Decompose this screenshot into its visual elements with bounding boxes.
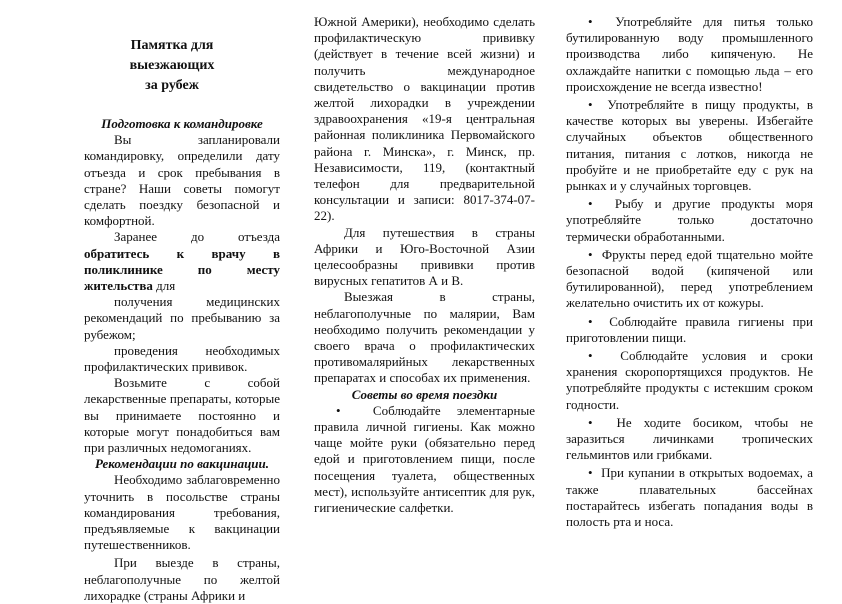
paragraph: Южной Америки), необходимо сделать профилактическую прививку (действует в течение всей жизни) и получить международное свидетельство о вакцинации против желтой лихорадки в учреждении здравоохранения «19-я центральная районная поликлиника Первомайского района г. Минска», г. Минск, пр. Независимости, 119, (контактный телефон для предварительной консультации и записи: 8017-374-07-22).	[314, 14, 535, 224]
bullet-item: • Рыбу и другие продукты моря употребляйте только достаточно термически обработанными.	[566, 196, 813, 245]
paragraph: получения медицинских рекомендаций по пребыванию за рубежом;	[84, 294, 280, 342]
paragraph: Вы запланировали командировку, определили дату отъезда и срок пребывания в стране? Наши советы помогут сделать поездку безопасной и комфортной.	[84, 132, 280, 229]
section-heading-vaccination: Рекомендации по вакцинации.	[94, 456, 270, 472]
bullet-item: • Соблюдайте условия и сроки хранения скоропортящихся продуктов. Не употребляйте продукты с истекшим сроком годности.	[566, 348, 813, 413]
bullet-item: • При купании в открытых водоемах, а также плавательных бассейнах постарайтесь избегать попадания воды в полость рта и носа.	[566, 465, 813, 530]
bullet-item: • Не ходите босиком, чтобы не заразиться личинками тропических гельминтов или грибками.	[566, 415, 813, 464]
paragraph: проведения необходимых профилактических прививок.	[84, 342, 280, 375]
title-line: за рубеж	[145, 78, 199, 93]
bold-text-run: обратитесь к врачу в поликлинике по месту жительства	[84, 245, 280, 294]
paragraph-doctor	[84, 229, 280, 294]
bullet-item: • Употребляйте в пищу продукты, в качестве которых вы уверены. Избегайте случайных объектов общественного питания, питания с лотков, никогда не пробуйте и не приобретайте еду с рук на рынках и у случайных торговцев.	[566, 97, 813, 194]
column-2	[314, 14, 535, 516]
title-line: выезжающих	[129, 58, 215, 73]
text-run: Заранее до отъезда	[114, 229, 280, 245]
page-title	[84, 36, 280, 96]
paragraph: Выезжая в страны, неблагополучные по малярии, Вам необходимо получить рекомендации у своего врача о профилактических противомалярийных лекарственных препаратах и способах их применения.	[314, 289, 535, 386]
section-heading-trip: Подготовка к командировке	[101, 116, 263, 131]
bullet-item: • Фрукты перед едой тщательно мойте безопасной водой (кипяченой или бутилированной), перед употреблением желательно очистить их от кожуры.	[566, 247, 813, 312]
paragraph: Возьмите с собой лекарственные препараты, которые вы принимаете постоянно и которые могут понадобиться вам при различных недомоганиях.	[84, 375, 280, 456]
bullet-item: • Соблюдайте правила гигиены при приготовлении пищи.	[566, 314, 813, 346]
title-line: Памятка для	[130, 38, 214, 53]
column-3	[566, 14, 813, 530]
bullet-item: • Употребляйте для питья только бутилированную воду промышленного производства либо кипяченую. Не охлаждайте напитки с помощью льда – его происхождение не всегда известно!	[566, 14, 813, 95]
paragraph: При выезде в страны, неблагополучные по желтой лихорадке (страны Африки и	[84, 555, 280, 603]
paragraph: Для путешествия в страны Африки и Юго-Восточной Азии целесообразны прививки против вирусных гепатитов А и В.	[314, 224, 535, 289]
text-run: для	[152, 278, 176, 294]
column-1	[84, 14, 280, 604]
section-heading-tips: Советы во время поездки	[351, 386, 498, 402]
bullet-item: • Соблюдайте элементарные правила личной гигиены. Как можно чаще мойте руки (обязательно перед едой и приготовлением пищи, после посещения туалета, общественных мест), используйте антисептик для рук, гигиенические салфетки.	[314, 403, 535, 516]
paragraph: Необходимо заблаговременно уточнить в посольстве страны командирования требования, предъявляемые к вакцинации путешественников.	[84, 472, 280, 553]
